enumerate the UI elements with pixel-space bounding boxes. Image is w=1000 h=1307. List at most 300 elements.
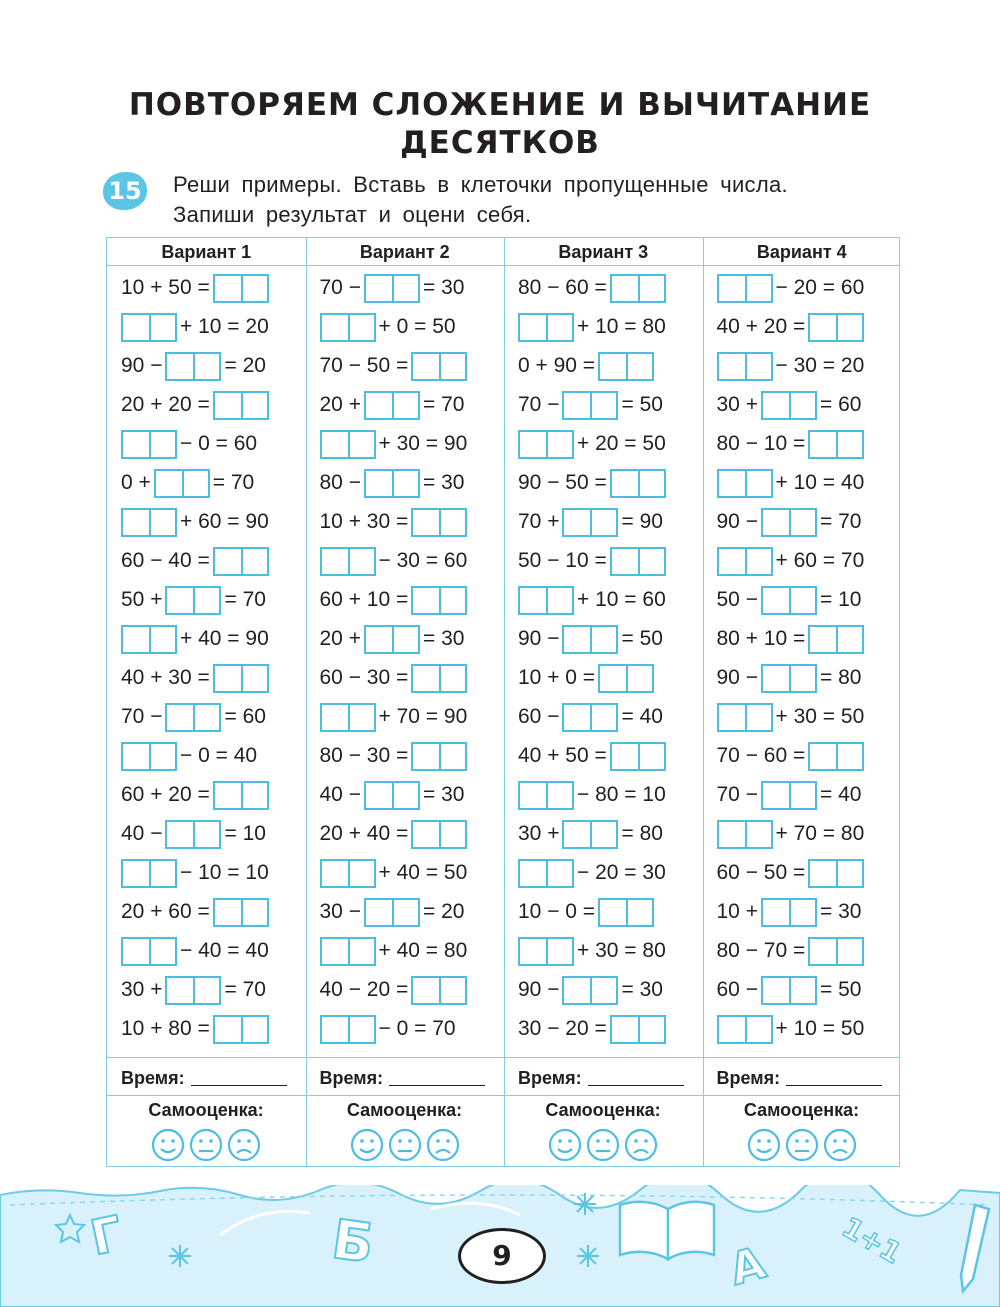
answer-box[interactable] xyxy=(320,937,376,966)
page-title xyxy=(0,86,1000,162)
time-input-line[interactable] xyxy=(786,1067,882,1086)
equation-right: = 30 xyxy=(621,978,663,1001)
equation-left: 70 − 50 = xyxy=(319,354,409,377)
equation-right: = 30 xyxy=(422,471,465,494)
equation-right: + 10 = 60 xyxy=(577,588,666,611)
equation-left: 60 − 40 = xyxy=(121,549,210,572)
equation-left: 60 − xyxy=(518,705,560,728)
answer-box[interactable] xyxy=(761,586,817,615)
equation-right: = 50 xyxy=(621,627,663,650)
variant-header: Вариант 3 xyxy=(558,242,649,262)
equation-left: 90 − xyxy=(121,354,163,377)
equation-row xyxy=(320,388,465,422)
equation-left: 90 − 50 = xyxy=(518,471,607,494)
equation-row xyxy=(717,778,862,812)
equation-left: 90 − xyxy=(518,978,560,1001)
self-assessment-faces xyxy=(504,1128,702,1162)
answer-box[interactable] xyxy=(717,274,773,303)
equation-row xyxy=(320,1012,456,1046)
equation-right: = 70 xyxy=(819,510,862,533)
answer-box[interactable] xyxy=(165,586,221,615)
equation-left: 80 − xyxy=(319,471,361,494)
equation-left: 60 + 10 = xyxy=(319,588,409,611)
answer-box[interactable] xyxy=(213,898,269,927)
equation-row xyxy=(320,934,468,968)
neutral-face-icon[interactable] xyxy=(388,1128,422,1162)
equation-right: + 60 = 90 xyxy=(180,510,269,533)
answer-box[interactable] xyxy=(808,859,864,888)
answer-box[interactable] xyxy=(121,742,177,771)
answer-box[interactable] xyxy=(562,976,618,1005)
answer-box[interactable] xyxy=(598,352,654,381)
equation-left: 30 + xyxy=(716,393,758,416)
equation-row xyxy=(518,544,669,578)
equation-row xyxy=(121,349,266,383)
equation-right: + 70 = 80 xyxy=(775,822,865,845)
answer-box[interactable] xyxy=(411,352,467,381)
answer-box[interactable] xyxy=(320,1015,376,1044)
answer-box[interactable] xyxy=(364,391,420,420)
equation-left: 20 + 20 = xyxy=(121,393,210,416)
neutral-face-icon[interactable] xyxy=(189,1128,223,1162)
time-field xyxy=(518,1064,684,1092)
answer-box[interactable] xyxy=(761,664,817,693)
answer-box[interactable] xyxy=(610,274,666,303)
equation-left: 80 − 30 = xyxy=(319,744,409,767)
answer-box[interactable] xyxy=(165,703,221,732)
equation-row xyxy=(518,427,666,461)
equation-right: = 80 xyxy=(621,822,663,845)
instruction-line-2: Запиши результат и оцени себя. xyxy=(173,202,532,227)
footer-letter-b: Б xyxy=(328,1207,378,1276)
answer-box[interactable] xyxy=(562,820,618,849)
equation-row xyxy=(717,544,865,578)
equation-left: 40 + 20 = xyxy=(716,315,806,338)
column-divider xyxy=(306,238,307,1166)
equation-left: 70 − 60 = xyxy=(716,744,806,767)
svg-text:1+1: 1+1 xyxy=(836,1210,908,1271)
equation-left: 10 + 50 = xyxy=(121,276,210,299)
equation-row xyxy=(717,934,868,968)
equation-left: 20 + xyxy=(319,627,361,650)
exercise-table xyxy=(106,237,900,1167)
equation-row xyxy=(518,583,666,617)
answer-box[interactable] xyxy=(808,625,864,654)
equation-row xyxy=(320,505,471,539)
answer-box[interactable] xyxy=(562,508,618,537)
open-book-icon xyxy=(620,1202,714,1259)
equation-left: 50 − 10 = xyxy=(518,549,607,572)
equation-row xyxy=(121,778,272,812)
equation-row xyxy=(717,622,868,656)
equation-left: 90 − xyxy=(716,666,758,689)
answer-box[interactable] xyxy=(121,430,177,459)
answer-box[interactable] xyxy=(808,313,864,342)
equation-row xyxy=(320,349,471,383)
equation-row xyxy=(518,349,657,383)
answer-box[interactable] xyxy=(364,898,420,927)
equation-right: = 60 xyxy=(819,393,862,416)
answer-box[interactable] xyxy=(320,703,376,732)
equation-right: + 10 = 80 xyxy=(577,315,666,338)
equation-row xyxy=(121,271,272,305)
equation-row xyxy=(717,583,862,617)
equation-right: = 30 xyxy=(422,783,465,806)
answer-box[interactable] xyxy=(121,625,177,654)
equation-row xyxy=(717,856,868,890)
equation-row xyxy=(717,427,868,461)
equation-right: + 40 = 80 xyxy=(378,939,468,962)
answer-box[interactable] xyxy=(364,274,420,303)
answer-box[interactable] xyxy=(808,742,864,771)
equation-row xyxy=(518,310,666,344)
equation-left: 40 − 20 = xyxy=(319,978,409,1001)
equation-right: = 10 xyxy=(224,822,266,845)
equation-right: = 30 xyxy=(819,900,862,923)
equation-right: = 20 xyxy=(224,354,266,377)
equation-row xyxy=(121,622,269,656)
equation-row xyxy=(518,817,663,851)
answer-box[interactable] xyxy=(610,547,666,576)
equation-right: − 0 = 40 xyxy=(180,744,258,767)
answer-box[interactable] xyxy=(717,547,773,576)
equation-row xyxy=(518,388,663,422)
equation-row xyxy=(518,505,663,539)
answer-box[interactable] xyxy=(761,976,817,1005)
equation-right: + 20 = 50 xyxy=(577,432,666,455)
equation-right: + 70 = 90 xyxy=(378,705,468,728)
time-label: Время: xyxy=(518,1068,582,1088)
equation-left: 40 − xyxy=(121,822,163,845)
equation-left: 60 + 20 = xyxy=(121,783,210,806)
equation-row xyxy=(121,388,272,422)
equation-right: − 0 = 60 xyxy=(180,432,258,455)
equation-row xyxy=(121,544,272,578)
answer-box[interactable] xyxy=(411,976,467,1005)
variant-header: Вариант 1 xyxy=(161,242,252,262)
equation-right: − 20 = 30 xyxy=(577,861,666,884)
sad-face-icon[interactable] xyxy=(426,1128,460,1162)
answer-box[interactable] xyxy=(610,1015,666,1044)
equation-row xyxy=(717,973,862,1007)
self-assessment-label: Самооценка: xyxy=(545,1100,661,1120)
answer-box[interactable] xyxy=(320,430,376,459)
equation-left: 90 − xyxy=(518,627,560,650)
answer-box[interactable] xyxy=(761,781,817,810)
equation-right: − 80 = 10 xyxy=(577,783,666,806)
equation-row xyxy=(717,895,862,929)
neutral-face-icon[interactable] xyxy=(586,1128,620,1162)
answer-box[interactable] xyxy=(411,508,467,537)
equation-row xyxy=(518,934,666,968)
variant-header: Вариант 2 xyxy=(359,242,450,262)
sad-face-icon[interactable] xyxy=(624,1128,658,1162)
equation-right: + 10 = 50 xyxy=(775,1017,865,1040)
equation-row xyxy=(121,310,269,344)
answer-box[interactable] xyxy=(717,352,773,381)
answer-box[interactable] xyxy=(213,664,269,693)
equation-row xyxy=(320,466,465,500)
equation-left: 30 − 20 = xyxy=(518,1017,607,1040)
equation-row xyxy=(320,583,471,617)
equation-left: 50 − xyxy=(716,588,758,611)
answer-box[interactable] xyxy=(121,508,177,537)
footer-letter-g: Г xyxy=(85,1205,128,1267)
equation-row xyxy=(717,505,862,539)
equation-left: 70 − xyxy=(716,783,758,806)
answer-box[interactable] xyxy=(320,547,376,576)
footer-letter-a: А xyxy=(724,1237,771,1296)
equation-left: 20 + 40 = xyxy=(319,822,409,845)
equation-right: − 0 = 70 xyxy=(378,1017,456,1040)
equation-row xyxy=(717,817,865,851)
neutral-face-icon[interactable] xyxy=(785,1128,819,1162)
task-instruction xyxy=(173,170,873,230)
sad-face-icon[interactable] xyxy=(823,1128,857,1162)
equation-row xyxy=(518,895,657,929)
self-assessment-label: Самооценка: xyxy=(346,1100,463,1120)
equation-row xyxy=(121,817,266,851)
equation-right: + 10 = 20 xyxy=(180,315,269,338)
answer-box[interactable] xyxy=(411,586,467,615)
time-field xyxy=(717,1064,883,1092)
equation-row xyxy=(320,856,468,890)
equation-row xyxy=(320,700,468,734)
answer-box[interactable] xyxy=(761,391,817,420)
equation-row xyxy=(717,661,862,695)
equation-row xyxy=(518,700,663,734)
answer-box[interactable] xyxy=(598,898,654,927)
equation-left: 80 + 10 = xyxy=(716,627,806,650)
row-divider xyxy=(107,1095,899,1096)
equation-right: = 20 xyxy=(422,900,465,923)
equation-left: 30 + xyxy=(121,978,163,1001)
equation-row xyxy=(121,427,257,461)
time-label: Время: xyxy=(319,1068,384,1088)
equation-row xyxy=(320,310,456,344)
equation-left: 40 + 30 = xyxy=(121,666,210,689)
equation-right: + 30 = 90 xyxy=(378,432,468,455)
equation-row xyxy=(121,895,272,929)
equation-left: 0 + xyxy=(121,471,151,494)
smile-face-icon[interactable] xyxy=(151,1128,185,1162)
equation-row xyxy=(121,700,266,734)
sad-face-icon[interactable] xyxy=(227,1128,261,1162)
equation-left: 60 − xyxy=(716,978,758,1001)
answer-box[interactable] xyxy=(213,1015,269,1044)
page-number: 9 xyxy=(458,1228,546,1284)
equation-left: 30 − xyxy=(319,900,361,923)
answer-box[interactable] xyxy=(518,313,574,342)
equation-left: 70 − xyxy=(518,393,560,416)
answer-box[interactable] xyxy=(562,703,618,732)
equation-row xyxy=(518,973,663,1007)
smile-face-icon[interactable] xyxy=(350,1128,384,1162)
answer-box[interactable] xyxy=(213,781,269,810)
answer-box[interactable] xyxy=(717,703,773,732)
answer-box[interactable] xyxy=(320,859,376,888)
title-line-2: ДЕСЯТКОВ xyxy=(400,125,600,161)
equation-right: = 30 xyxy=(422,627,465,650)
answer-box[interactable] xyxy=(808,430,864,459)
answer-box[interactable] xyxy=(562,625,618,654)
answer-box[interactable] xyxy=(598,664,654,693)
equation-row xyxy=(320,739,471,773)
equation-row xyxy=(717,700,865,734)
equation-left: 10 + 0 = xyxy=(518,666,596,689)
equation-row xyxy=(320,778,465,812)
equation-right: = 70 xyxy=(224,588,266,611)
equation-left: 60 − 30 = xyxy=(319,666,409,689)
smile-face-icon[interactable] xyxy=(548,1128,582,1162)
answer-box[interactable] xyxy=(411,820,467,849)
equation-right: = 70 xyxy=(422,393,465,416)
equation-row xyxy=(121,934,269,968)
equation-left: 10 + xyxy=(716,900,758,923)
equation-row xyxy=(717,466,865,500)
equation-row xyxy=(121,1012,272,1046)
answer-box[interactable] xyxy=(411,664,467,693)
answer-box[interactable] xyxy=(364,469,420,498)
time-input-line[interactable] xyxy=(588,1067,684,1086)
equation-row xyxy=(518,1012,669,1046)
equation-row xyxy=(121,661,272,695)
answer-box[interactable] xyxy=(154,469,210,498)
answer-box[interactable] xyxy=(610,742,666,771)
answer-box[interactable] xyxy=(121,313,177,342)
equation-row xyxy=(320,817,471,851)
equation-right: − 30 = 60 xyxy=(378,549,468,572)
time-field xyxy=(121,1064,287,1092)
equation-left: 90 − xyxy=(716,510,758,533)
equation-right: − 10 = 10 xyxy=(180,861,269,884)
equation-row xyxy=(518,661,657,695)
time-input-line[interactable] xyxy=(389,1067,485,1086)
column-divider xyxy=(504,238,505,1166)
equation-row xyxy=(121,739,257,773)
equation-row xyxy=(518,271,669,305)
answer-box[interactable] xyxy=(364,781,420,810)
answer-box[interactable] xyxy=(411,742,467,771)
self-assessment-faces xyxy=(107,1128,305,1162)
answer-box[interactable] xyxy=(717,1015,773,1044)
instruction-line-1: Реши примеры. Вставь в клеточки пропущенные числа. xyxy=(173,172,788,197)
answer-box[interactable] xyxy=(518,859,574,888)
equation-row xyxy=(717,388,862,422)
time-field xyxy=(320,1064,486,1092)
equation-row xyxy=(320,427,468,461)
equation-right: = 80 xyxy=(819,666,862,689)
answer-box[interactable] xyxy=(717,820,773,849)
equation-row xyxy=(121,505,269,539)
answer-box[interactable] xyxy=(165,820,221,849)
equation-right: = 40 xyxy=(621,705,663,728)
equation-right: + 30 = 50 xyxy=(775,705,865,728)
equation-row xyxy=(320,544,468,578)
equation-right: + 40 = 90 xyxy=(180,627,269,650)
equation-right: = 70 xyxy=(224,978,266,1001)
self-assessment-label: Самооценка: xyxy=(148,1100,264,1120)
answer-box[interactable] xyxy=(761,898,817,927)
time-label: Время: xyxy=(121,1068,185,1088)
equation-left: 50 + xyxy=(121,588,163,611)
answer-box[interactable] xyxy=(518,586,574,615)
equation-row xyxy=(717,271,865,305)
equation-row xyxy=(320,622,465,656)
equation-row xyxy=(320,661,471,695)
equation-row xyxy=(121,583,266,617)
time-input-line[interactable] xyxy=(191,1067,287,1086)
equation-row xyxy=(518,778,666,812)
equation-right: + 60 = 70 xyxy=(775,549,865,572)
equation-row xyxy=(121,466,254,500)
answer-box[interactable] xyxy=(562,391,618,420)
equation-right: = 90 xyxy=(621,510,663,533)
time-label: Время: xyxy=(716,1068,781,1088)
equation-left: 20 + 60 = xyxy=(121,900,210,923)
equation-row xyxy=(121,973,266,1007)
answer-box[interactable] xyxy=(121,859,177,888)
equation-row xyxy=(320,271,465,305)
answer-box[interactable] xyxy=(610,469,666,498)
equation-row xyxy=(717,739,868,773)
task-number-badge: 15 xyxy=(103,172,147,210)
equation-left: 80 − 60 = xyxy=(518,276,607,299)
answer-box[interactable] xyxy=(761,508,817,537)
equation-row xyxy=(518,466,669,500)
equation-right: + 30 = 80 xyxy=(577,939,666,962)
equation-row xyxy=(121,856,269,890)
answer-box[interactable] xyxy=(364,625,420,654)
equation-left: 80 − 70 = xyxy=(716,939,806,962)
self-assessment-label: Самооценка: xyxy=(743,1100,860,1120)
answer-box[interactable] xyxy=(320,313,376,342)
equation-row xyxy=(717,349,865,383)
equation-row xyxy=(717,310,868,344)
equation-left: 40 + 50 = xyxy=(518,744,607,767)
column-divider xyxy=(703,238,704,1166)
equation-right: = 60 xyxy=(224,705,266,728)
equation-right: = 10 xyxy=(819,588,862,611)
equation-left: 10 + 30 = xyxy=(319,510,409,533)
answer-box[interactable] xyxy=(165,352,221,381)
equation-left: 10 − 0 = xyxy=(518,900,596,923)
equation-left: 60 − 50 = xyxy=(716,861,806,884)
answer-box[interactable] xyxy=(213,274,269,303)
answer-box[interactable] xyxy=(518,430,574,459)
equation-left: 80 − 10 = xyxy=(716,432,806,455)
answer-box[interactable] xyxy=(518,781,574,810)
equation-right: = 40 xyxy=(819,783,862,806)
answer-box[interactable] xyxy=(121,937,177,966)
equation-row xyxy=(320,895,465,929)
equation-right: − 30 = 20 xyxy=(775,354,865,377)
answer-box[interactable] xyxy=(518,937,574,966)
answer-box[interactable] xyxy=(213,391,269,420)
equation-right: = 50 xyxy=(819,978,862,1001)
answer-box[interactable] xyxy=(165,976,221,1005)
equation-left: 0 + 90 = xyxy=(518,354,596,377)
self-assessment-faces xyxy=(703,1128,901,1162)
smile-face-icon[interactable] xyxy=(747,1128,781,1162)
equation-right: + 40 = 50 xyxy=(378,861,468,884)
equation-row xyxy=(320,973,471,1007)
equation-left: 40 − xyxy=(319,783,361,806)
answer-box[interactable] xyxy=(808,937,864,966)
equation-left: 30 + xyxy=(518,822,560,845)
answer-box[interactable] xyxy=(213,547,269,576)
answer-box[interactable] xyxy=(717,469,773,498)
